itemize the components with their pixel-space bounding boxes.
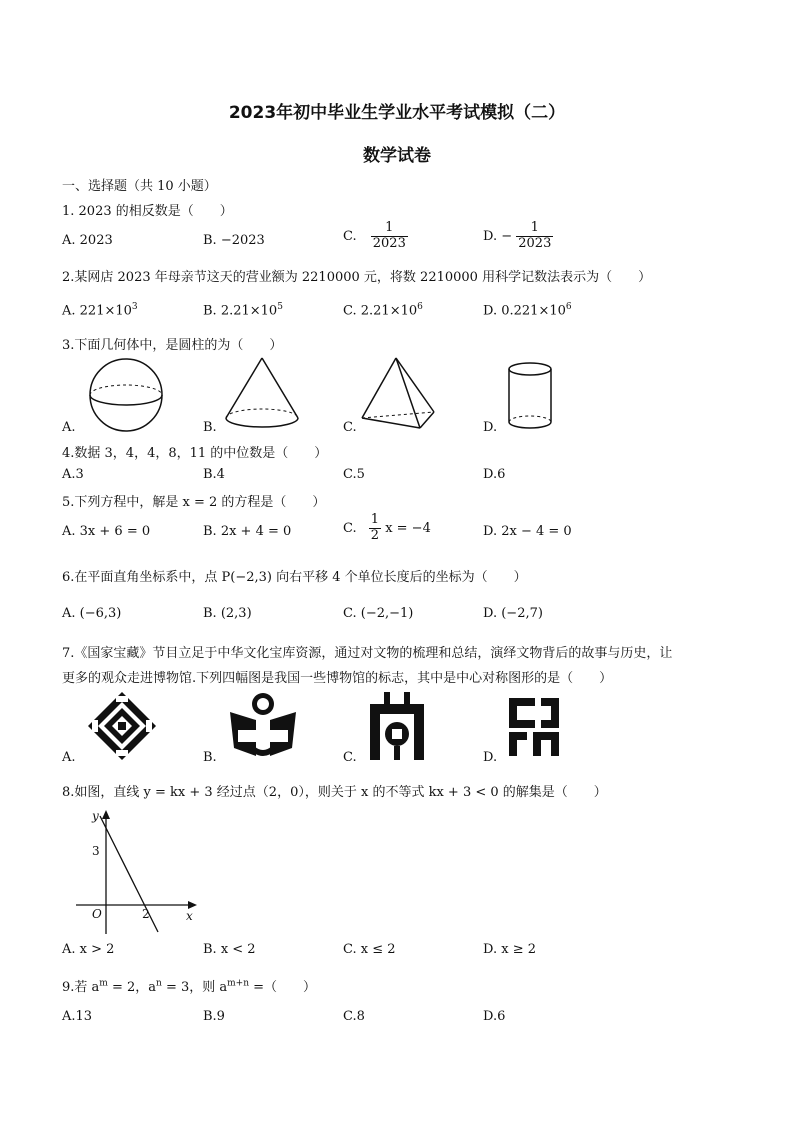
q8-option-a: A. x > 2 (62, 942, 115, 957)
x-axis-label: x (186, 909, 193, 923)
q1-option-b: B. −2023 (203, 233, 265, 248)
q2-option-b (203, 302, 283, 318)
q3-option-c: C. (343, 420, 357, 435)
q4-option-d: D.6 (483, 467, 506, 482)
q3-option-a: A. (62, 420, 76, 435)
q1-option-d (483, 221, 553, 252)
q9-option-b: B.9 (203, 1009, 225, 1024)
stem-text: 9.若 a (62, 980, 100, 995)
exponent: m+n (227, 978, 250, 989)
y-intercept-label: 3 (92, 844, 100, 858)
q8-option-b: B. x < 2 (203, 942, 256, 957)
fraction-denominator: 2023 (372, 235, 406, 251)
question-9-stem (62, 976, 316, 995)
q5-option-c (343, 513, 431, 544)
option-label: C. (343, 228, 357, 244)
q8-option-d: D. x ≥ 2 (483, 942, 536, 957)
q2-option-c (343, 302, 423, 318)
x-intercept-label: 2 (142, 907, 150, 921)
q7-option-b: B. (203, 750, 217, 765)
q5-option-a: A. 3x + 6 = 0 (62, 524, 151, 539)
page-title: 2023年初中毕业生学业水平考试模拟（二） (228, 103, 566, 123)
q4-option-b: B.4 (203, 467, 225, 482)
question-8-stem: 8.如图，直线 y = kx + 3 经过点（2，0），则关于 x 的不等式 kx + 3 < 0 的解集是（ ） (62, 785, 607, 800)
museum-logo-b (226, 690, 300, 762)
stem-text: =（ ） (249, 980, 317, 995)
cone-figure (222, 356, 302, 432)
option-text: D. 0.221×10 (483, 303, 566, 319)
q7-option-d: D. (483, 750, 498, 765)
fraction (371, 221, 408, 252)
q9-option-d: D.6 (483, 1009, 506, 1024)
question-5-stem: 5.下列方程中，解是 x = 2 的方程是（ ） (62, 495, 326, 510)
exponent: 6 (565, 302, 572, 312)
q4-option-c: C.5 (343, 467, 365, 482)
q1-option-c (343, 221, 408, 252)
q7-option-a: A. (62, 750, 76, 765)
pyramid-figure (358, 356, 438, 432)
fraction-denominator: 2023 (518, 235, 552, 251)
option-label: C. (343, 520, 357, 536)
question-1-stem: 1. 2023 的相反数是（ ） (62, 204, 233, 219)
option-text: C. 2.21×10 (343, 303, 418, 319)
q7-option-c: C. (343, 750, 357, 765)
option-text: B. 2.21×10 (203, 303, 278, 319)
q4-option-a: A.3 (62, 467, 84, 482)
exponent: m (99, 978, 108, 989)
museum-logo-d (505, 694, 563, 760)
section-heading: 一、选择题（共 10 小题） (62, 179, 217, 194)
question-7-stem-line2: 更多的观众走进博物馆.下列四幅图是我国一些博物馆的标志，其中是中心对称图形的是（ ） (62, 671, 613, 686)
q2-option-a (62, 302, 138, 318)
option-text: A. 221×10 (62, 303, 132, 319)
y-axis-label: y (92, 809, 99, 823)
q5-option-b: B. 2x + 4 = 0 (203, 524, 292, 539)
q9-option-c: C.8 (343, 1009, 365, 1024)
question-2-stem: 2.某网店 2023 年母亲节这天的营业额为 2210000 元，将数 2210000 用科学记数法表示为（ ） (62, 270, 652, 285)
coordinate-graph (70, 808, 200, 936)
question-4-stem: 4.数据 3，4，4，8，11 的中位数是（ ） (62, 446, 328, 461)
q6-option-c: C. (−2,−1) (343, 606, 414, 621)
page-subtitle: 数学试卷 (363, 146, 431, 166)
question-6-stem: 6.在平面直角坐标系中，点 P(−2,3) 向右平移 4 个单位长度后的坐标为（ ） (62, 570, 527, 585)
question-3-stem: 3.下面几何体中，是圆柱的为（ ） (62, 338, 283, 353)
option-text: x = −4 (385, 520, 431, 536)
stem-text: = 3，则 a (161, 980, 228, 995)
stem-text: = 2，a (107, 980, 157, 995)
fraction-denominator: 2 (370, 527, 380, 543)
fraction-numerator: 1 (370, 512, 380, 527)
q5-option-d: D. 2x − 4 = 0 (483, 524, 572, 539)
option-label: D. − (483, 228, 513, 244)
q1-option-a: A. 2023 (62, 233, 113, 248)
exponent: 5 (277, 302, 283, 312)
fraction (516, 221, 553, 252)
exponent: 3 (131, 302, 138, 312)
q6-option-a: A. (−6,3) (62, 606, 122, 621)
question-7-stem-line1: 7.《国家宝藏》节目立足于中华文化宝库资源，通过对文物的梳理和总结，演绎文物背后的故事与历史，让 (62, 646, 673, 661)
q3-option-b: B. (203, 420, 217, 435)
exponent: n (156, 978, 162, 989)
exponent: 6 (417, 302, 423, 312)
origin-label: O (92, 907, 102, 921)
q6-option-d: D. (−2,7) (483, 606, 543, 621)
sphere-figure (86, 356, 166, 434)
museum-logo-a (86, 690, 158, 762)
fraction (369, 513, 381, 544)
q3-option-d: D. (483, 420, 498, 435)
q2-option-d (483, 302, 572, 318)
q8-option-c: C. x ≤ 2 (343, 942, 396, 957)
cylinder-figure (505, 360, 555, 432)
fraction-numerator: 1 (530, 220, 539, 235)
q6-option-b: B. (2,3) (203, 606, 252, 621)
q9-option-a: A.13 (62, 1009, 93, 1024)
fraction-numerator: 1 (385, 220, 394, 235)
museum-logo-c (366, 690, 428, 762)
